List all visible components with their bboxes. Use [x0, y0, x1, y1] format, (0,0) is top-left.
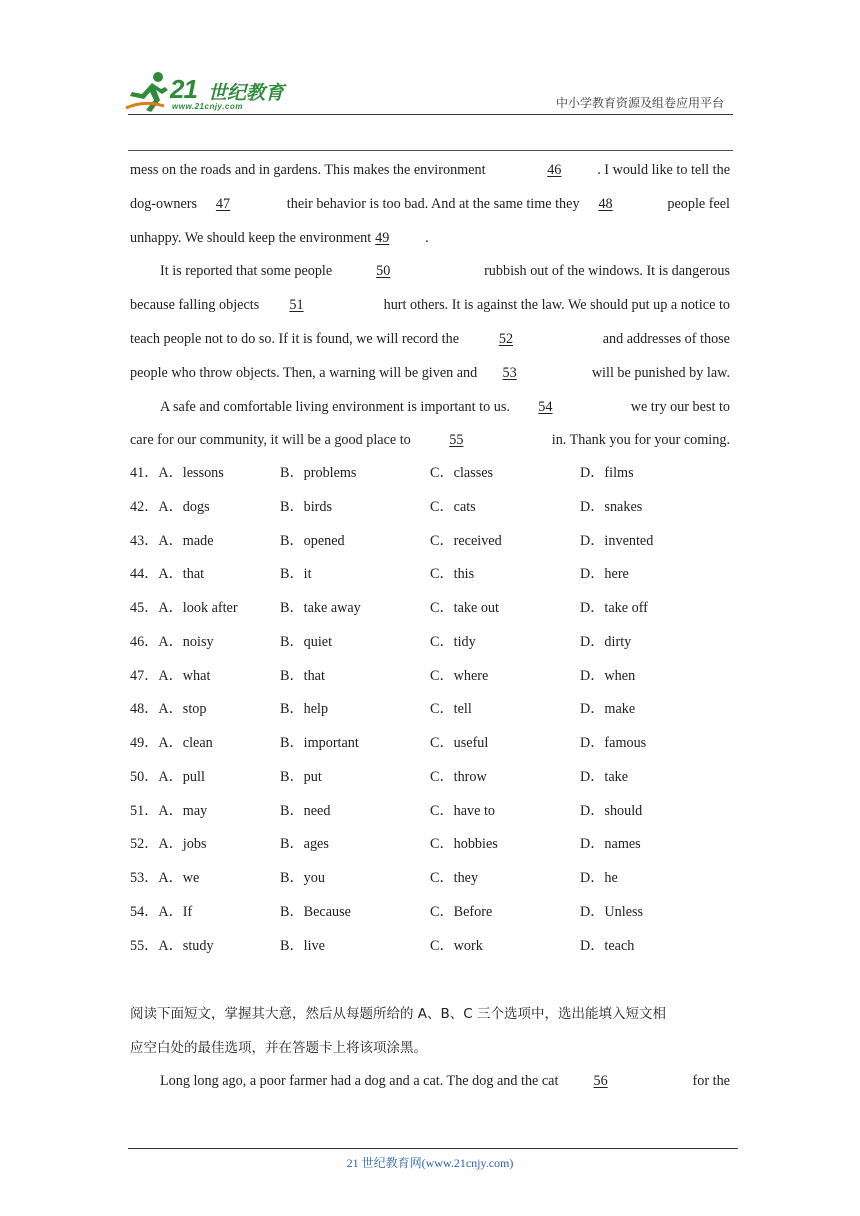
question-row [130, 828, 730, 862]
option-num: 55．A．study [130, 937, 214, 954]
question-row [130, 660, 730, 694]
option-d: D．he [580, 870, 618, 886]
option-b: B．ages [280, 836, 329, 853]
option-c: C．where [430, 667, 489, 684]
blank-53: 53 [502, 364, 517, 381]
option-b: B．put [280, 768, 322, 785]
option-c: C．tell [430, 701, 472, 718]
option-d: D．take [580, 768, 629, 785]
option-c: C．tidy [430, 633, 476, 650]
option-b: B．quiet [280, 633, 333, 650]
option-d: D．when [580, 667, 636, 684]
option-c: C．they [430, 870, 479, 886]
option-d: D．teach [580, 937, 635, 954]
option-c: C．take out [430, 600, 499, 616]
blank-54: 54 [538, 398, 553, 415]
blank-55: 55 [449, 432, 464, 449]
option-num: 43．A．made [130, 532, 214, 549]
passage-line: because falling objects 51 hurt others. It is against the law. We should put up a notice to [130, 289, 730, 323]
option-d: D．snakes [580, 498, 643, 515]
question-row [130, 525, 730, 559]
instruction-line: 应空白处的最佳选项，并在答题卡上将该项涂黑。 [130, 1039, 427, 1056]
option-b: B．Because [280, 903, 351, 920]
blank-52: 52 [498, 330, 514, 347]
question-row [130, 592, 730, 626]
option-d: D．Unless [580, 903, 644, 920]
passage-line: teach people not to do so. If it is found, we will record the 52 and addresses of those [130, 323, 730, 357]
option-c: C．Before [430, 903, 493, 920]
footer: 21 世纪教育网(www.21cnjy.com) [346, 1156, 514, 1170]
question-row [130, 761, 730, 795]
header-divider [128, 114, 733, 115]
section-instruction [130, 998, 730, 1066]
option-b: B．you [280, 870, 325, 886]
blank-51: 51 [289, 297, 304, 314]
question-row [130, 457, 730, 491]
question-row [130, 930, 730, 964]
option-c: C．work [430, 937, 483, 954]
option-d: D．should [580, 802, 643, 819]
option-num: 54．A．If [130, 903, 193, 920]
passage-line: Long long ago, a poor farmer had a dog and a cat. The dog and the cat 56 for the [130, 1065, 730, 1099]
passage-line: care for our community, it will be a good place to 55 in. Thank you for your coming. [130, 424, 730, 458]
option-b: B．help [280, 701, 329, 718]
option-num: 50．A．pull [130, 768, 205, 785]
option-c: C．this [430, 566, 475, 583]
question-row [130, 558, 730, 592]
option-d: D．take off [580, 600, 648, 616]
option-num: 49．A．clean [130, 735, 213, 751]
option-d: D．invented [580, 532, 654, 549]
option-d: D．names [580, 836, 641, 853]
option-b: B．that [280, 667, 325, 684]
option-c: C．throw [430, 768, 487, 785]
option-b: B．need [280, 802, 331, 819]
logo-url: www.21cnjy.com [172, 102, 243, 111]
option-d: D．dirty [580, 633, 632, 650]
option-c: C．have to [430, 802, 496, 819]
option-num: 44．A．that [130, 566, 205, 583]
option-b: B．problems [280, 465, 357, 481]
logo-number: 21 [170, 74, 197, 104]
option-num: 53．A．we [130, 870, 200, 886]
passage-line: It is reported that some people 50 rubbish out of the windows. It is dangerous [130, 255, 730, 289]
option-b: B．birds [280, 498, 333, 515]
option-c: C．useful [430, 735, 489, 751]
option-d: D．famous [580, 735, 647, 751]
question-row [130, 693, 730, 727]
blank-47: 47 [215, 195, 231, 212]
option-c: C．hobbies [430, 836, 498, 853]
content-top-divider [128, 150, 733, 151]
question-row [130, 862, 730, 896]
question-row [130, 491, 730, 525]
platform-name: 中小学教育资源及组卷应用平台 [555, 96, 724, 110]
option-num: 52．A．jobs [130, 836, 207, 853]
option-num: 45．A．look after [130, 600, 238, 616]
option-num: 41．A．lessons [130, 465, 224, 481]
blank-48: 48 [598, 195, 613, 212]
option-b: B．take away [280, 600, 361, 616]
option-c: C．classes [430, 465, 494, 481]
option-num: 51．A．may [130, 802, 208, 819]
option-b: B．it [280, 566, 312, 583]
option-num: 42．A．dogs [130, 498, 210, 515]
passage-line: mess on the roads and in gardens. This makes the environment 46 . I would like to tell the [130, 154, 730, 188]
passage-2 [130, 1065, 730, 1099]
logo-text: 世纪教育 [208, 82, 285, 104]
blank-56: 56 [593, 1073, 608, 1089]
option-d: D．here [580, 566, 629, 583]
option-c: C．cats [430, 498, 476, 515]
logo [124, 68, 304, 116]
option-num: 47．A．what [130, 667, 211, 684]
question-row [130, 795, 730, 829]
blank-46: 46 [547, 162, 562, 178]
passage-line: people who throw objects. Then, a warning will be given and 53 will be punished by law. [130, 357, 730, 391]
passage-line: A safe and comfortable living environment is important to us. 54 we try our best to [130, 391, 730, 425]
page-header [124, 68, 728, 116]
answer-options [130, 457, 730, 963]
passage-line: unhappy. We should keep the environment 49 . [130, 222, 730, 256]
question-row [130, 727, 730, 761]
option-d: D．make [580, 701, 636, 718]
blank-50: 50 [376, 263, 391, 280]
option-b: B．opened [280, 532, 345, 549]
option-num: 46．A．noisy [130, 633, 214, 650]
option-b: B．live [280, 937, 325, 954]
instruction-line: 阅读下面短文，掌握其大意，然后从每题所给的 A、B、C 三个选项中，选出能填入短文相 [130, 1006, 667, 1022]
passage-line: dog-owners 47 their behavior is too bad. And at the same time they 48 people feel [130, 188, 730, 222]
blank-49: 49 [375, 229, 390, 246]
question-row [130, 626, 730, 660]
option-d: D．films [580, 465, 634, 481]
footer-divider [128, 1148, 738, 1149]
option-num: 48．A．stop [130, 701, 207, 718]
option-c: C．received [430, 532, 502, 549]
passage [130, 154, 730, 458]
question-row [130, 896, 730, 930]
option-b: B．important [280, 735, 359, 751]
runner-icon [124, 70, 172, 114]
